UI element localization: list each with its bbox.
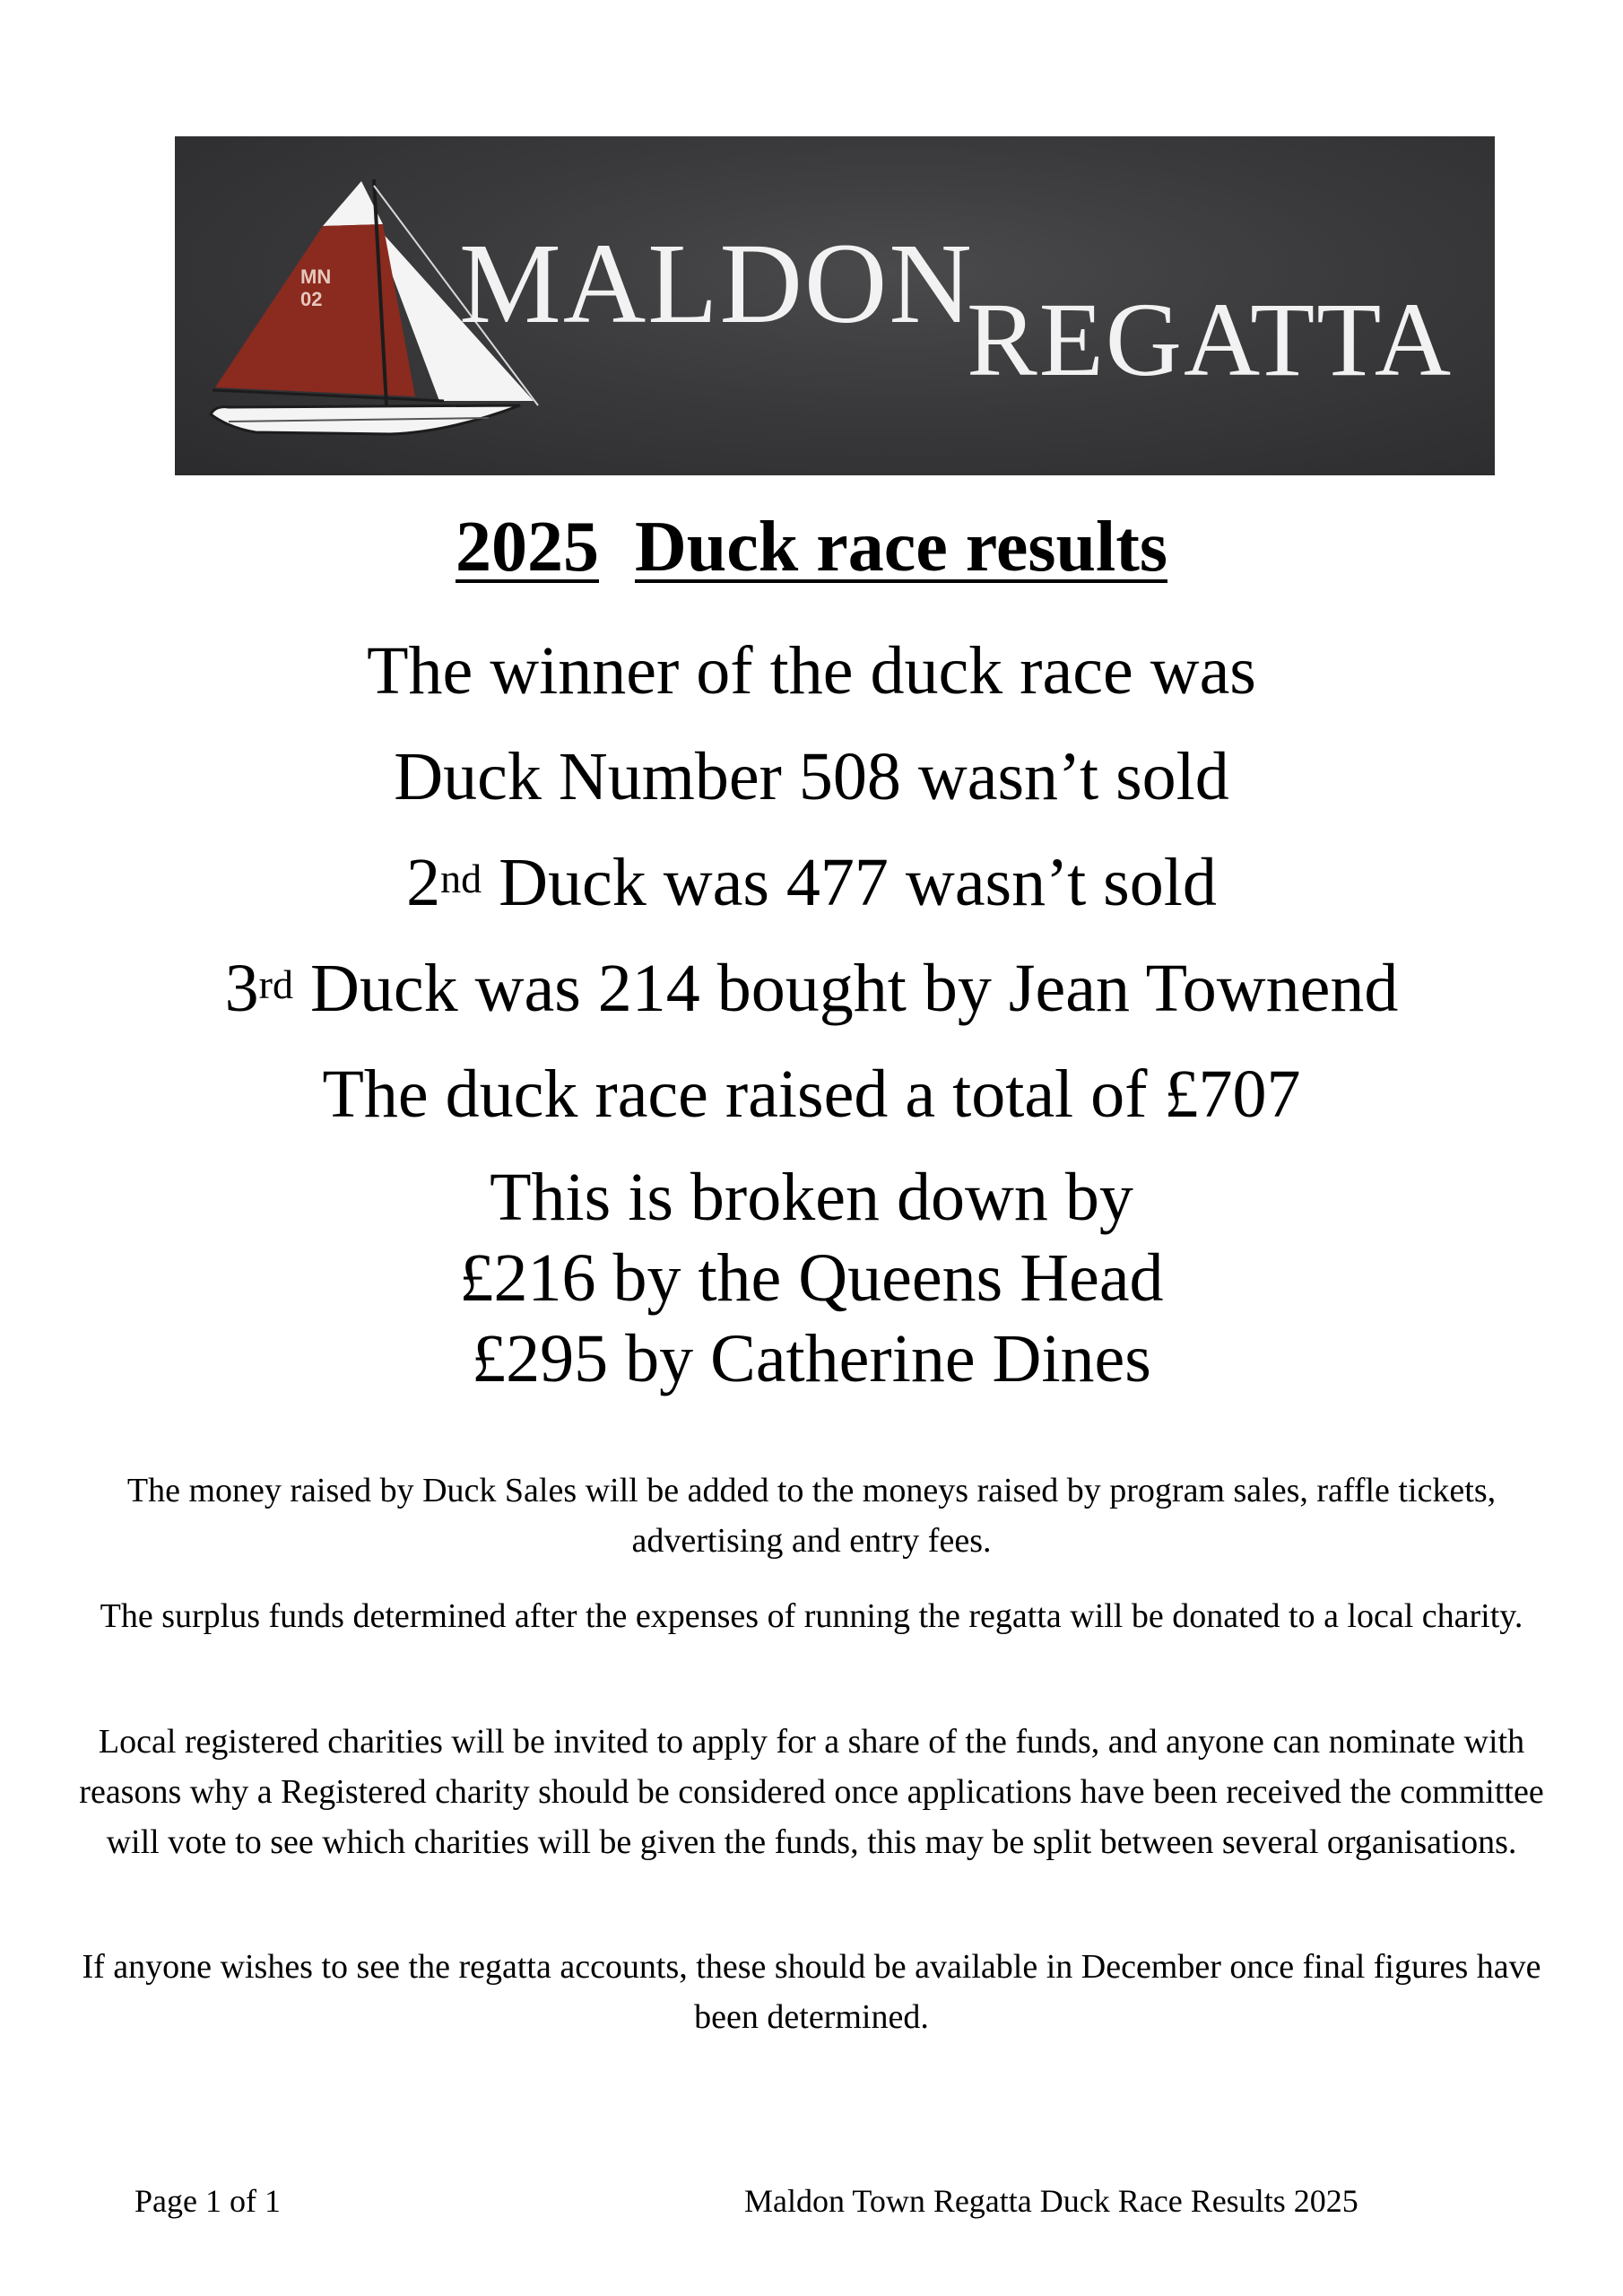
- third-place-line: [0, 945, 1623, 1031]
- second-ordinal-suffix: nd: [440, 856, 482, 901]
- info-paragraph: The surplus funds determined after the expenses of running the regatta will be donated to a local charity.: [100, 1597, 1523, 1635]
- third-ordinal-suffix: rd: [258, 961, 293, 1007]
- footer-page-number: Page 1 of 1: [135, 2183, 281, 2219]
- info-paragraph: If anyone wishes to see the regatta accounts, these should be available in December once final figures have been determined.: [82, 1948, 1541, 2036]
- breakdown-item: £216 by the Queens Head: [459, 1240, 1164, 1316]
- sail-number-line2: 02: [300, 288, 323, 310]
- info-paragraph: The money raised by Duck Sales will be added to the moneys raised by program sales, raffle tickets, advertising and entry fees.: [126, 1472, 1497, 1560]
- winner-intro: The winner of the duck race was: [367, 633, 1256, 709]
- second-place-line: [0, 839, 1623, 926]
- info-paragraph: Local registered charities will be invited to apply for a share of the funds, and anyone can nominate with reasons why a Registered charity should be considered once applications have been received the committee will vote to see which charities will be given the funds, this may be split between several organisations.: [79, 1723, 1544, 1861]
- second-ordinal: 2: [406, 845, 441, 920]
- maldon-regatta-banner: [175, 136, 1495, 475]
- third-text: Duck was 214 bought by Jean Townend: [293, 951, 1399, 1026]
- banner-word-maldon: MALDON: [459, 220, 974, 347]
- title-year: 2025: [456, 508, 599, 587]
- footer-document-title: Maldon Town Regatta Duck Race Results 2025: [744, 2183, 1358, 2219]
- banner-word-regatta: REGATTA: [967, 281, 1454, 398]
- third-ordinal: 3: [224, 951, 259, 1026]
- sail-number-line1: MN: [300, 265, 332, 288]
- page-title: [0, 502, 1623, 592]
- total-raised-line: The duck race raised a total of £707: [322, 1057, 1301, 1132]
- breakdown-intro: This is broken down by: [490, 1160, 1133, 1235]
- breakdown-item: £295 by Catherine Dines: [472, 1321, 1151, 1396]
- title-text: Duck race results: [635, 508, 1167, 587]
- winner-line: Duck Number 508 wasn’t sold: [394, 739, 1229, 814]
- second-text: Duck was 477 wasn’t sold: [482, 845, 1217, 920]
